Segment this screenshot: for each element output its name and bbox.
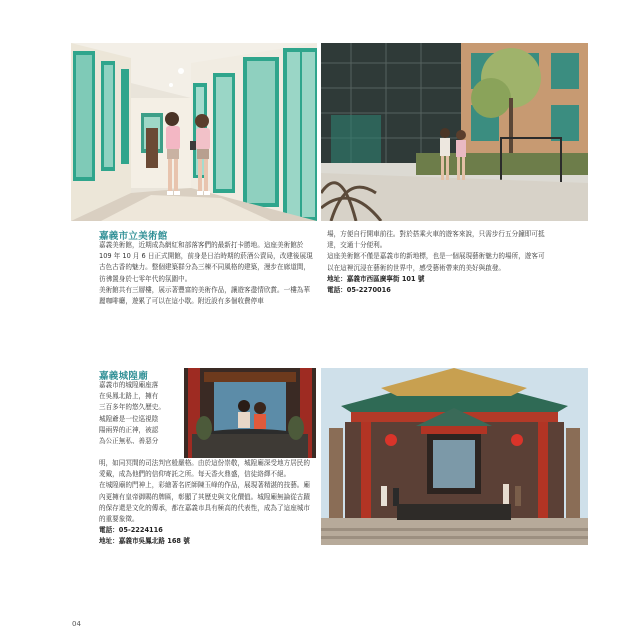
temple-line-5: 陽兩界的正神，被認 bbox=[99, 425, 159, 434]
temple-paragraph-1: 明，如同冥間的司法判官般嚴格。由於這份崇敬，城隍廟深受地方居民的愛戴，成為他們的信仰寄託之所。每天香火鼎盛，信徒絡繹不絕。 bbox=[99, 459, 310, 479]
page-number: 04 bbox=[72, 620, 81, 628]
museum-left-column bbox=[99, 240, 316, 307]
temple-worship-photo bbox=[184, 368, 316, 458]
temple-phone: 電話：05-2224116 bbox=[99, 526, 163, 535]
temple-title: 嘉義城隍廟 bbox=[99, 371, 149, 382]
museum-exterior-photo bbox=[321, 43, 588, 221]
museum-corridor-photo bbox=[71, 43, 317, 221]
temple-address: 地址：嘉義市吳鳳北路 168 號 bbox=[99, 537, 190, 546]
temple-line-3: 三百多年的悠久歷史。 bbox=[99, 403, 165, 412]
museum-right-column bbox=[327, 229, 545, 296]
museum-paragraph-1: 嘉義美術館，近期成為網紅和部落客們的最新打卡勝地。這座美術館於 109 年 10 月 6 日正式開館，前身是日治時期的菸酒公賣局，改建後展現古色古香的魅力。整個建築群分為三棟不同風格的建築，漫步在廊道間，彷彿置身於七零年代的氛圍中。 bbox=[99, 241, 313, 283]
museum-paragraph-2: 美術館共有三層樓，展示著豐富的美術作品，讓遊客盡情欣賞。一樓為華麗咖啡廳，遊累了可以在這小歇。附近設有多個收費停車 bbox=[99, 285, 310, 306]
temple-line-2: 在吳鳳北路上，擁有 bbox=[99, 392, 159, 401]
temple-wide-column bbox=[99, 458, 316, 548]
museum-phone: 電話：05-2270016 bbox=[327, 286, 391, 295]
temple-line-1: 嘉義市的城隍廟座落 bbox=[99, 381, 159, 389]
museum-paragraph-4: 這座美術館不僅是嘉義市的新地標，也是一個展現藝術魅力的場所，遊客可以在這裡沉浸在藝術的世界中，感受藝術帶來的美好與啟發。 bbox=[327, 252, 545, 272]
temple-line-4: 城隍爺是一位巡視陰 bbox=[99, 414, 159, 423]
museum-address: 地址：嘉義市西區廣寧街 101 號 bbox=[327, 274, 425, 283]
museum-title: 嘉義市立美術館 bbox=[99, 231, 168, 242]
temple-narrow-column bbox=[99, 380, 183, 447]
temple-exterior-photo bbox=[321, 368, 588, 545]
temple-paragraph-2: 在城隍廟的門神上，彩繪著名匠師陳玉峰的作品，展現著精湛的技藝。廟內更擁有皇帝御賜的牌匾，彰顯了其歷史與文化價值。城隍廟無論從古蹟的保存還是文化的傳承，都在嘉義市具有極高的代表性，成為了這座城市的重要象徵。 bbox=[99, 481, 310, 524]
temple-line-6: 為公正無私、善惡分 bbox=[99, 437, 159, 446]
museum-paragraph-3: 場，方便自行開車前往。對於搭乘火車的遊客來說，只需步行五分鐘即可抵達，交通十分便利。 bbox=[327, 230, 545, 250]
